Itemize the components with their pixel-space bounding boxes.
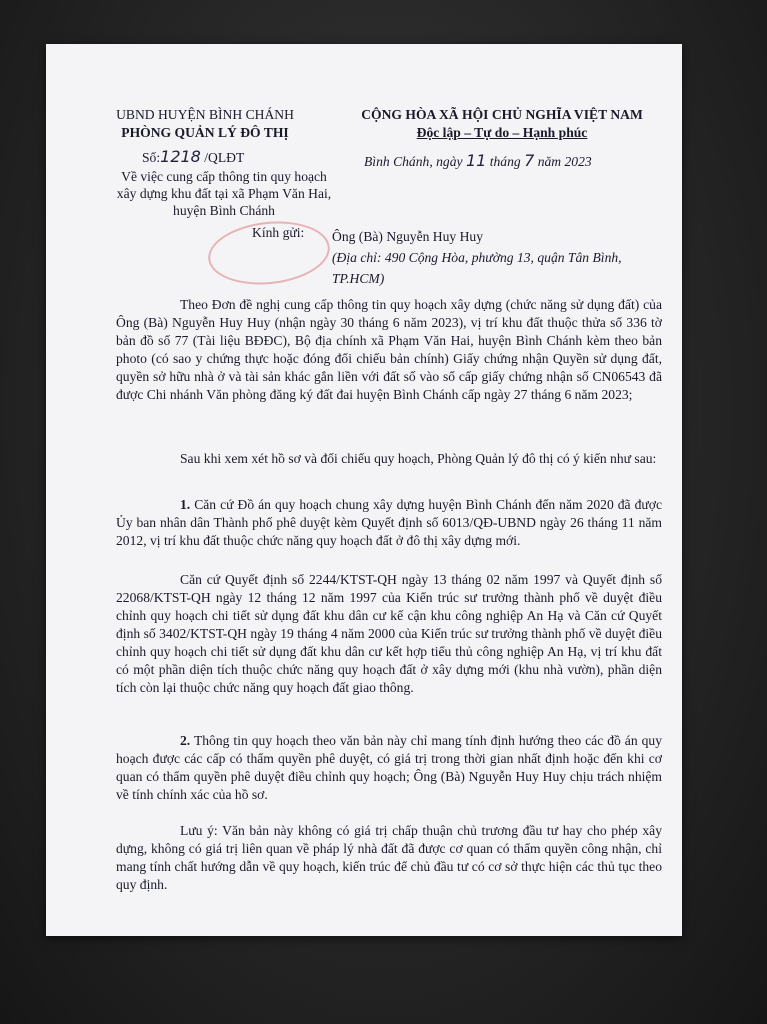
item-1-text: Căn cứ Đồ án quy hoạch chung xây dựng huyện Bình Chánh đến năm 2020 đã được Ủy ban nhân dân Thành phố phê duyệt kèm Quyết định số 6013/QĐ-UBND ngày 26 tháng 11 năm 2012, vị trí khu đất thuộc chức năng quy hoạch đất ở đô thị xây dựng mới. (116, 497, 662, 548)
note-text: Văn bản này không có giá trị chấp thuận chủ trương đầu tư hay cho phép xây dựng, không có giá trị liên quan về pháp lý nhà đất đã được cơ quan có thẩm quyền công nhận, chỉ mang tính chất hướng dẫn về quy hoạch, kiến trúc để chủ đầu tư có cơ sở thực hiện các thủ tục theo quy định. (116, 823, 662, 892)
issuer-header (116, 106, 294, 142)
item-2-number: 2. (180, 733, 191, 748)
issuer-authority: UBND HUYỆN BÌNH CHÁNH (116, 107, 294, 122)
paragraph-note (116, 822, 662, 894)
recipient-name: Ông (Bà) Nguyễn Huy Huy (332, 229, 484, 244)
document-number-handwritten: 1218 (160, 147, 201, 166)
paragraph-item-2 (116, 732, 662, 804)
document-number: Số:1218 /QLĐT (142, 147, 245, 166)
recipient-block (332, 226, 632, 289)
recipient-label: Kính gửi: (252, 225, 305, 240)
paragraph-review: Sau khi xem xét hồ sơ và đối chiếu quy hoạch, Phòng Quản lý đô thị có ý kiến như sau: (180, 451, 657, 466)
national-title: CỘNG HÒA XÃ HỘI CHỦ NGHĨA VIỆT NAM (361, 107, 643, 122)
item-1-number: 1. (180, 497, 191, 512)
paragraph-decisions: Căn cứ Quyết định số 2244/KTST-QH ngày 13 tháng 02 năm 1997 và Quyết định số 22068/KTST-QH ngày 12 tháng 12 năm 1997 của Kiến trúc sư trưởng thành phố về duyệt điều chỉnh quy hoạch chi tiết sử dụng đất khu dân cư kế cận khu công nghiệp An Hạ và Căn cứ Quyết định số 3402/KTST-QH ngày 19 tháng 4 năm 2000 của Kiến trúc sư trưởng thành phố về duyệt điều chỉnh quy hoạch chi tiết sử dụng đất khu dân cư kết hợp tiểu thủ công nghiệp An Hạ, vị trí khu đất có một phần diện tích thuộc chức năng quy hoạch đất ở xây dựng mới (khu nhà vườn), phần diện tích còn lại thuộc chức năng quy hoạch đất giao thông. (116, 572, 662, 695)
date-month-handwritten: 7 (524, 151, 535, 170)
recipient-address: (Địa chỉ: 490 Cộng Hòa, phường 13, quận Tân Bình, TP.HCM) (332, 250, 622, 286)
national-header (342, 106, 662, 142)
paragraph-item-1 (116, 496, 662, 550)
national-motto: Độc lập – Tự do – Hạnh phúc (416, 125, 588, 140)
paragraph-request: Theo Đơn đề nghị cung cấp thông tin quy hoạch xây dựng (chức năng sử dụng đất) của Ông (Bà) Nguyễn Huy Huy (nhận ngày 30 tháng 6 năm 2023), vị trí khu đất thuộc thửa số 336 tờ bản đồ số 77 (Tài liệu BĐĐC), Bộ địa chính xã Phạm Văn Hai, huyện Bình Chánh kèm theo bản photo (có sao y chứng thực hoặc đóng đối chiếu bản chính) Giấy chứng nhận Quyền sử dụng đất, quyền sở hữu nhà ở và tài sản khác gắn liền với đất số vào sổ cấp giấy chứng nhận số CN06543 đã được Chi nhánh Văn phòng đăng ký đất đai huyện Bình Chánh cấp ngày 27 tháng 6 năm 2023; (116, 297, 662, 402)
item-2-text: Thông tin quy hoạch theo văn bản này chỉ mang tính định hướng theo các đồ án quy hoạch được các cấp có thẩm quyền phê duyệt, có giá trị trong thời gian nhất định hoặc đến khi cơ quan có thẩm quyền phê duyệt điều chỉnh quy hoạch; Ông (Bà) Nguyễn Huy Huy chịu trách nhiệm về tính chính xác của hồ sơ. (116, 733, 663, 802)
document-date: Bình Chánh, ngày 11 tháng 7 năm 2023 (364, 151, 592, 170)
document-page (46, 44, 682, 936)
issuer-department: PHÒNG QUẢN LÝ ĐÔ THỊ (121, 125, 289, 140)
note-label: Lưu ý: (180, 823, 218, 838)
date-day-handwritten: 11 (465, 151, 487, 170)
document-subject: Về việc cung cấp thông tin quy hoạch xây dựng khu đất tại xã Phạm Văn Hai, huyện Bình Chánh (116, 169, 332, 218)
